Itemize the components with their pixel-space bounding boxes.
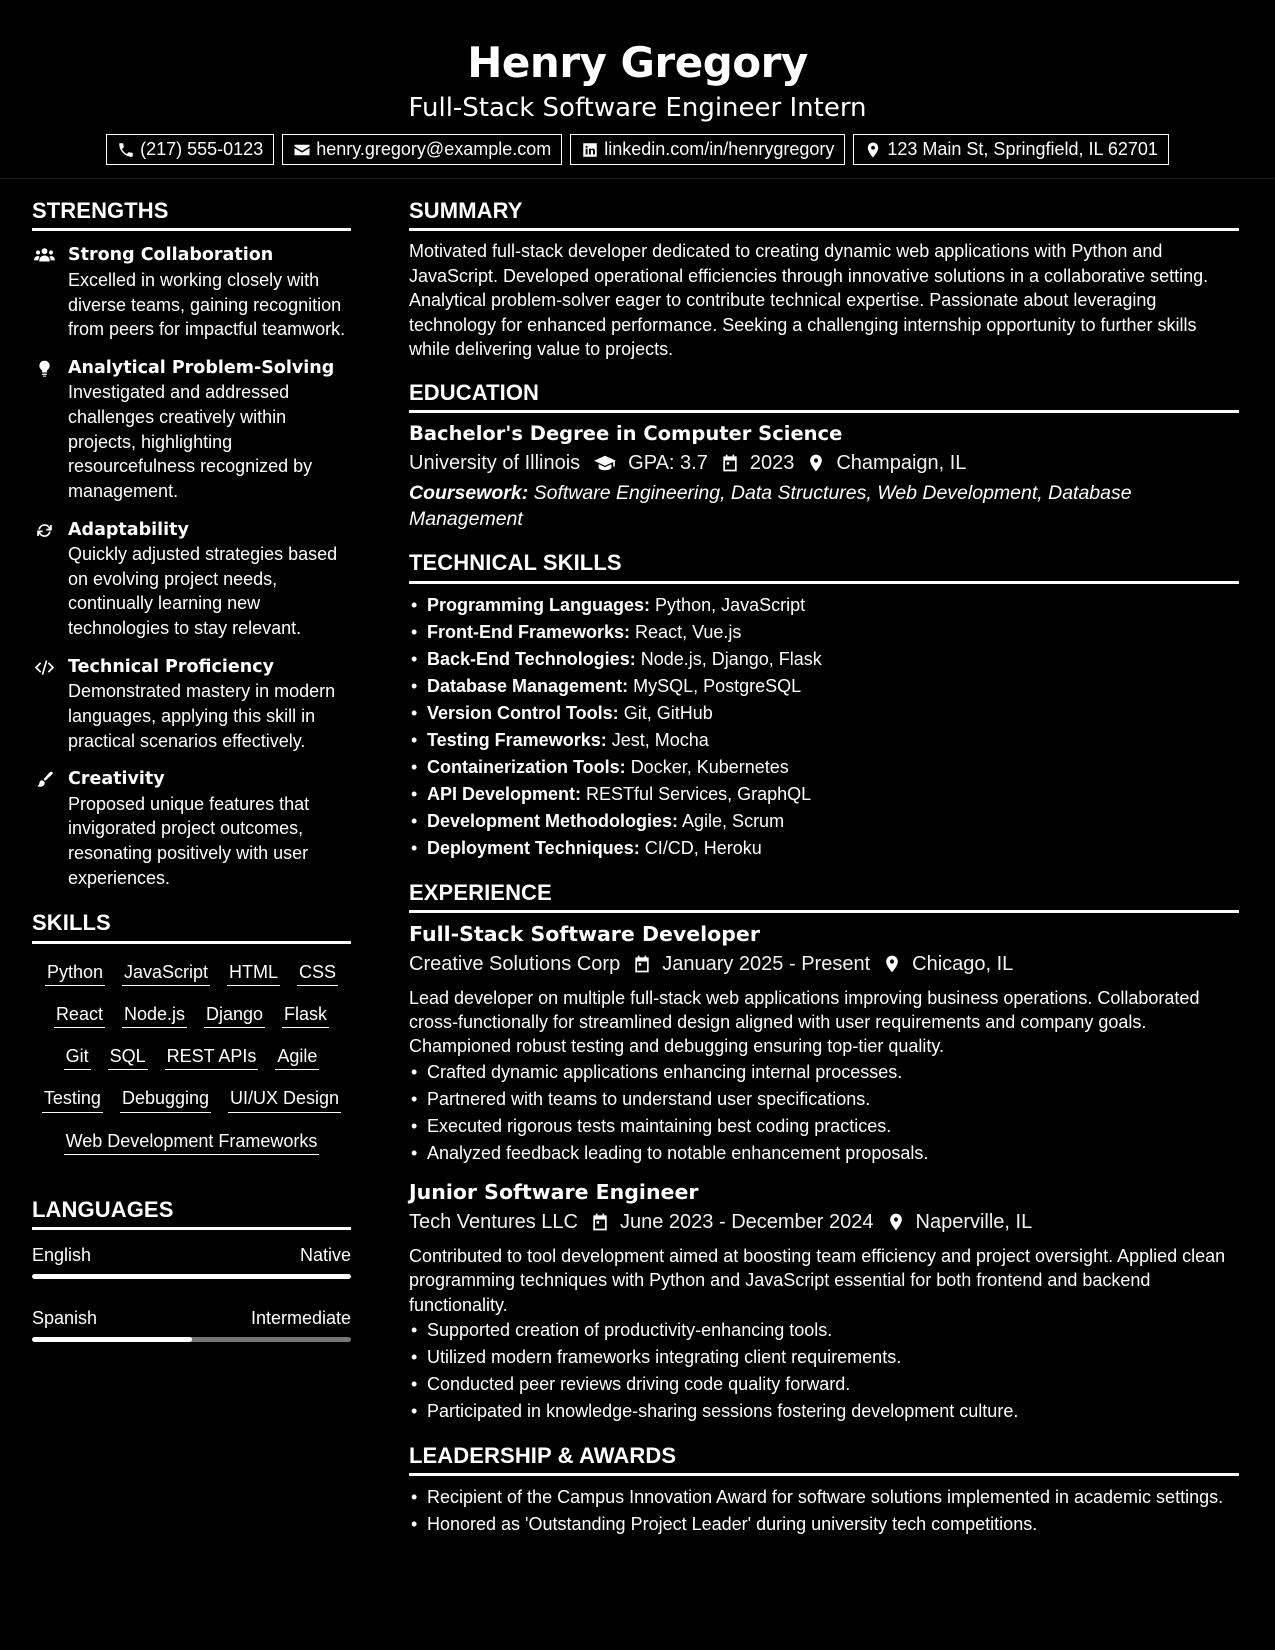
sidebar: [32, 198, 351, 1368]
skill-tag: HTML: [227, 960, 280, 986]
code-icon: [34, 658, 55, 677]
skill-tag: Git: [64, 1044, 91, 1070]
list-item: [427, 619, 1239, 646]
candidate-name: Henry Gregory: [467, 38, 808, 87]
skill-values: Docker, Kubernetes: [630, 756, 789, 777]
graduation-cap-icon: [592, 453, 618, 473]
calendar-icon: [590, 1212, 610, 1232]
leadership-section: [409, 1443, 1239, 1538]
list-item: • Executed rigorous tests maintaining best coding practices.: [427, 1113, 1239, 1140]
job-location: Naperville, IL: [915, 1210, 1033, 1233]
skill-values: Node.js, Django, Flask: [640, 648, 822, 669]
skill-values: Git, GitHub: [623, 702, 713, 723]
job-dates: June 2023 - December 2024: [620, 1210, 874, 1233]
skill-tag: CSS: [297, 960, 338, 986]
calendar-icon: [632, 954, 652, 974]
list-item: [427, 835, 1239, 862]
contact-phone[interactable]: [106, 134, 274, 165]
summary-text: Motivated full-stack developer dedicated to creating dynamic web applications with Python and JavaScript. Developed operational efficiencies through innovative solutions in a collaborative setting. Analytical problem-solver eager to contribute technical expertise. Passionate about leveraging technology for enhanced performance. Seeking a challenging internship opportunity to further skills while delivering value to projects.: [409, 241, 1209, 360]
skill-category: Testing Frameworks:: [427, 729, 607, 750]
strength-item: [32, 655, 351, 753]
coursework-label: Coursework:: [409, 482, 529, 505]
linkedin-icon: [581, 141, 599, 159]
skills-section: [32, 910, 351, 1154]
technical-skills-list: [409, 592, 1239, 862]
list-item: [427, 592, 1239, 619]
list-item: [427, 727, 1239, 754]
technical-skills-section: [409, 550, 1239, 861]
language-name: Spanish: [32, 1308, 98, 1329]
skill-values: CI/CD, Heroku: [644, 837, 762, 858]
language-item: [32, 1305, 351, 1342]
skill-tag: SQL: [108, 1044, 148, 1070]
strength-description: Proposed unique features that invigorated project outcomes, resonating positively with user experiences.: [68, 793, 310, 888]
skill-category: Containerization Tools:: [427, 756, 626, 777]
company-name: Tech Ventures LLC: [409, 1210, 578, 1233]
language-item: [32, 1242, 351, 1279]
skill-category: Database Management:: [427, 675, 629, 696]
list-item: [427, 700, 1239, 727]
technical-skills-heading: TECHNICAL SKILLS: [409, 550, 1239, 583]
resume-header: [0, 0, 1275, 179]
experience-heading: EXPERIENCE: [409, 880, 1239, 913]
contact-phone-text: (217) 555-0123: [140, 139, 264, 160]
skill-category: Back-End Technologies:: [427, 648, 636, 669]
skill-tag: Agile: [275, 1044, 319, 1070]
education-heading: EDUCATION: [409, 380, 1239, 413]
map-pin-icon: [864, 141, 882, 159]
list-item: • Participated in knowledge-sharing sessions fostering development culture.: [427, 1398, 1239, 1425]
strength-description: Quickly adjusted strategies based on evolving project needs, continually learning new technologies to stay relevant.: [68, 544, 338, 639]
skill-tag: REST APIs: [165, 1044, 259, 1070]
strength-item: [32, 243, 351, 341]
skill-tag: Testing: [42, 1086, 103, 1112]
job-entry: [409, 1179, 1239, 1425]
skill-values: RESTful Services, GraphQL: [586, 783, 812, 804]
experience-section: [409, 880, 1239, 1425]
coursework-list: Software Engineering, Data Structures, Web Development, Database Management: [409, 482, 1132, 530]
list-item: • Analyzed feedback leading to notable enhancement proposals.: [427, 1140, 1239, 1167]
skill-tag: Flask: [282, 1002, 329, 1028]
list-item: • Honored as 'Outstanding Project Leader' during university tech competitions.: [427, 1511, 1239, 1538]
strength-title: Strong Collaboration: [68, 245, 274, 266]
skill-category: Version Control Tools:: [427, 702, 619, 723]
job-meta: [409, 1206, 1239, 1238]
job-title: Junior Software Engineer: [409, 1179, 699, 1204]
strength-item: [32, 518, 351, 641]
strength-title: Adaptability: [68, 519, 189, 540]
list-item: • Utilized modern frameworks integrating client requirements.: [427, 1344, 1239, 1371]
skill-tag: Debugging: [120, 1086, 211, 1112]
contact-email[interactable]: [282, 134, 562, 165]
list-item: • Supported creation of productivity-enhancing tools.: [427, 1317, 1239, 1344]
strength-item: [32, 356, 351, 504]
leadership-heading: LEADERSHIP & AWARDS: [409, 1443, 1239, 1476]
language-name: English: [32, 1245, 92, 1266]
language-proficiency-fill: [32, 1337, 192, 1342]
skill-tag: JavaScript: [122, 960, 210, 986]
contact-linkedin[interactable]: [570, 134, 845, 165]
contact-bar: [0, 134, 1275, 165]
school-location: Champaign, IL: [836, 452, 967, 475]
skill-tag: Django: [204, 1002, 265, 1028]
strength-title: Creativity: [68, 769, 165, 790]
job-location: Chicago, IL: [912, 952, 1014, 975]
contact-address-text: 123 Main St, Springfield, IL 62701: [887, 139, 1158, 160]
paintbrush-icon: [34, 770, 55, 789]
skill-category: Programming Languages:: [427, 594, 651, 615]
contact-email-text: henry.gregory@example.com: [316, 139, 552, 160]
language-level: Intermediate: [250, 1308, 351, 1329]
strength-description: Excelled in working closely with diverse teams, gaining recognition from peers for impactful teamwork.: [68, 269, 346, 340]
list-item: [427, 808, 1239, 835]
skill-category: Deployment Techniques:: [427, 837, 640, 858]
job-summary: Lead developer on multiple full-stack web applications improving business operations. Collaborated cross-functionally for streamlined design aligned with user requirements and company goals. Championed robust testing and debugging ensuring top-tier quality.: [409, 987, 1200, 1057]
strength-title: Technical Proficiency: [68, 656, 274, 677]
skill-category: API Development:: [427, 783, 582, 804]
school-name: University of Illinois: [409, 452, 581, 475]
list-item: [427, 781, 1239, 808]
language-proficiency-bar: [32, 1274, 351, 1279]
job-summary: Contributed to tool development aimed at boosting team efficiency and project oversight. Applied clean programming techniques with Python and JavaScript essential for both frontend and backend functionality.: [409, 1245, 1226, 1315]
map-pin-icon: [886, 1212, 906, 1232]
skills-heading: SKILLS: [32, 910, 351, 943]
skill-values: Python, JavaScript: [655, 594, 806, 615]
envelope-icon: [293, 141, 311, 159]
education-section: [409, 380, 1239, 532]
skill-values: React, Vue.js: [635, 621, 742, 642]
skill-tag: UI/UX Design: [228, 1086, 341, 1112]
degree-title: Bachelor's Degree in Computer Science: [409, 422, 843, 446]
list-item: • Crafted dynamic applications enhancing internal processes.: [427, 1059, 1239, 1086]
gpa: GPA: 3.7: [628, 452, 708, 475]
summary-heading: SUMMARY: [409, 198, 1239, 231]
skill-category: Development Methodologies:: [427, 810, 679, 831]
list-item: • Recipient of the Campus Innovation Award for software solutions implemented in academic settings.: [427, 1484, 1239, 1511]
languages-section: [32, 1197, 351, 1342]
users-icon: [34, 246, 55, 265]
language-proficiency-bar: [32, 1337, 351, 1342]
job-bullets: [409, 1317, 1239, 1425]
list-item: [427, 646, 1239, 673]
strength-description: Investigated and addressed challenges creatively within projects, highlighting resourcefulness recognized by management.: [68, 382, 313, 501]
contact-linkedin-text: linkedin.com/in/henrygregory: [604, 139, 835, 160]
education-meta: [409, 447, 1239, 479]
job-bullets: [409, 1059, 1239, 1167]
skill-tag: Python: [45, 960, 105, 986]
skill-tag: React: [54, 1002, 105, 1028]
skill-category: Front-End Frameworks:: [427, 621, 631, 642]
job-entry: [409, 921, 1239, 1167]
strength-item: [32, 767, 351, 890]
leadership-list: [409, 1484, 1239, 1538]
summary-section: [409, 198, 1239, 362]
skills-tag-list: [32, 960, 351, 1155]
languages-heading: LANGUAGES: [32, 1197, 351, 1230]
calendar-icon: [720, 453, 740, 473]
list-item: [427, 673, 1239, 700]
map-pin-icon: [806, 453, 826, 473]
contact-address: [853, 134, 1169, 165]
list-item: [427, 754, 1239, 781]
job-meta: [409, 948, 1239, 980]
phone-icon: [117, 141, 135, 159]
sync-icon: [34, 521, 55, 540]
skill-tag: Web Development Frameworks: [64, 1129, 320, 1155]
language-proficiency-fill: [32, 1274, 351, 1279]
language-level: Native: [299, 1245, 351, 1266]
strength-description: Demonstrated mastery in modern languages, applying this skill in practical scenarios effectively.: [68, 681, 336, 751]
strengths-heading: STRENGTHS: [32, 198, 351, 231]
job-dates: January 2025 - Present: [662, 952, 871, 975]
skill-tag: Node.js: [122, 1002, 187, 1028]
lightbulb-icon: [34, 359, 55, 378]
list-item: • Partnered with teams to understand user specifications.: [427, 1086, 1239, 1113]
candidate-title: Full-Stack Software Engineer Intern: [408, 93, 867, 123]
company-name: Creative Solutions Corp: [409, 952, 621, 975]
graduation-year: 2023: [749, 452, 795, 475]
map-pin-icon: [882, 954, 902, 974]
job-title: Full-Stack Software Developer: [409, 921, 760, 946]
coursework: [409, 481, 1239, 532]
skill-values: MySQL, PostgreSQL: [633, 675, 802, 696]
main-column: [409, 198, 1239, 1556]
skill-values: Jest, Mocha: [611, 729, 709, 750]
strength-title: Analytical Problem-Solving: [68, 357, 335, 378]
list-item: • Conducted peer reviews driving code quality forward.: [427, 1371, 1239, 1398]
skill-values: Agile, Scrum: [682, 810, 785, 831]
